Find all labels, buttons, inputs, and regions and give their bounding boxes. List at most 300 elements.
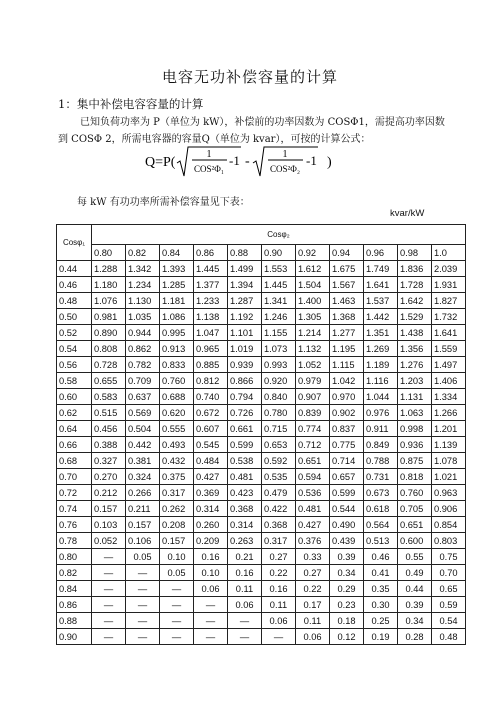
table-row — [57, 277, 466, 293]
table-cell: 0.270 — [92, 469, 126, 485]
table-cell: 0.913 — [160, 341, 194, 357]
row-cos1-cell: 0.86 — [57, 597, 92, 613]
term1-numerator: 1 — [206, 149, 212, 160]
table-cell: 0.979 — [296, 373, 330, 389]
column-header-cell: 0.82 — [126, 245, 160, 261]
table-cell: 0.06 — [262, 613, 296, 629]
table-cell: 1.341 — [262, 293, 296, 309]
table-cell: 0.368 — [262, 517, 296, 533]
table-cell: 1.567 — [330, 277, 364, 293]
table-cell: 1.287 — [228, 293, 262, 309]
column-header-cell: 0.88 — [228, 245, 262, 261]
table-cell: — — [194, 629, 228, 645]
table-cell: 0.484 — [194, 453, 228, 469]
table-cell: 0.513 — [364, 533, 398, 549]
table-cell: 0.515 — [92, 405, 126, 421]
table-cell: 0.837 — [330, 421, 364, 437]
table-cell: 0.833 — [160, 357, 194, 373]
table-row — [57, 357, 466, 373]
row-cos1-cell: 0.90 — [57, 629, 92, 645]
table-cell: 0.052 — [92, 533, 126, 549]
table-cell: 0.22 — [262, 565, 296, 581]
table-cell: 0.775 — [330, 437, 364, 453]
compensation-formula — [143, 141, 338, 181]
table-cell: 1.246 — [262, 309, 296, 325]
table-cell: 1.195 — [330, 341, 364, 357]
intro-paragraph-text: 已知负荷功率为 P（单位为 kW），补偿前的功率因数为 COSΦ1，需提高功率因数到 COSΦ 2，所需电容器的容量Q（单位为 kvar），可按的计算公式： — [58, 117, 445, 145]
section-heading: 1：集中补偿电容容量的计算 — [58, 97, 204, 111]
table-cell: 1.266 — [432, 405, 466, 421]
row-cos1-cell: 0.78 — [57, 533, 92, 549]
table-cell: 0.41 — [364, 565, 398, 581]
table-cell: 1.181 — [160, 293, 194, 309]
table-cell: 0.44 — [398, 581, 432, 597]
table-cell: 0.544 — [330, 501, 364, 517]
table-cell: 0.208 — [160, 517, 194, 533]
table-cell: 0.774 — [296, 421, 330, 437]
table-cell: 1.073 — [262, 341, 296, 357]
table-cell: 0.885 — [194, 357, 228, 373]
table-cell: 0.714 — [330, 453, 364, 469]
row-cos1-cell: 0.72 — [57, 485, 92, 501]
table-cell: 0.911 — [364, 421, 398, 437]
table-cell: 1.269 — [364, 341, 398, 357]
table-cell: 1.130 — [126, 293, 160, 309]
table-cell: 0.726 — [228, 405, 262, 421]
row-cos1-cell: 0.74 — [57, 501, 92, 517]
table-cell: 1.377 — [194, 277, 228, 293]
column-header-cell: 0.94 — [330, 245, 364, 261]
table-cell: 0.672 — [194, 405, 228, 421]
table-cell: 1.131 — [398, 389, 432, 405]
table-cell: 1.101 — [228, 325, 262, 341]
table-cell: 0.266 — [126, 485, 160, 501]
table-row — [57, 533, 466, 549]
table-cell: 0.11 — [228, 581, 262, 597]
table-cell: 1.285 — [160, 277, 194, 293]
table-cell: 0.262 — [160, 501, 194, 517]
column-header-cell: 0.86 — [194, 245, 228, 261]
table-cell: 0.17 — [296, 597, 330, 613]
table-cell: 0.49 — [398, 565, 432, 581]
table-cell: 0.970 — [330, 389, 364, 405]
table-cell: 1.497 — [432, 357, 466, 373]
table-cell: 1.836 — [398, 261, 432, 277]
table-cell: 0.16 — [194, 549, 228, 565]
table-cell: 1.499 — [228, 261, 262, 277]
row-cos1-cell: 0.60 — [57, 389, 92, 405]
table-cell: 0.803 — [432, 533, 466, 549]
table-cell: — — [92, 581, 126, 597]
table-row — [57, 405, 466, 421]
table-cell: 1.351 — [364, 325, 398, 341]
table-cell: 0.620 — [160, 405, 194, 421]
table-cell: 1.559 — [432, 341, 466, 357]
table-cell: 1.063 — [398, 405, 432, 421]
column-values-row — [57, 245, 466, 261]
table-cell: 1.393 — [160, 261, 194, 277]
table-cell: 0.106 — [126, 533, 160, 549]
table-header-row — [57, 225, 466, 245]
table-cell: 1.827 — [432, 293, 466, 309]
row-cos1-cell: 0.52 — [57, 325, 92, 341]
table-row — [57, 325, 466, 341]
table-cell: — — [126, 565, 160, 581]
table-cell: 0.327 — [92, 453, 126, 469]
table-row — [57, 501, 466, 517]
table-cell: 0.317 — [262, 533, 296, 549]
table-cell: 0.11 — [262, 597, 296, 613]
row-cos1-cell: 0.80 — [57, 549, 92, 565]
table-cell: — — [160, 613, 194, 629]
table-cell: 0.48 — [432, 629, 466, 645]
compensation-table — [56, 224, 466, 645]
table-cell: 0.651 — [296, 453, 330, 469]
table-cell: 0.39 — [398, 597, 432, 613]
table-cell: — — [160, 629, 194, 645]
table-cell: 1.305 — [296, 309, 330, 325]
table-cell: 1.732 — [432, 309, 466, 325]
table-cell: 0.564 — [364, 517, 398, 533]
table-cell: 0.260 — [194, 517, 228, 533]
table-cell: — — [160, 581, 194, 597]
formula-minus-one-2: -1 — [306, 153, 317, 168]
table-cell: 0.314 — [194, 501, 228, 517]
column-header-cell: 0.96 — [364, 245, 398, 261]
table-row — [57, 517, 466, 533]
table-cell: 0.12 — [330, 629, 364, 645]
table-cell: 0.28 — [398, 629, 432, 645]
table-cell: 0.456 — [92, 421, 126, 437]
table-cell: 1.086 — [160, 309, 194, 325]
table-cell: 0.862 — [126, 341, 160, 357]
table-cell: 0.782 — [126, 357, 160, 373]
table-cell: 0.11 — [296, 613, 330, 629]
table-cell: 0.535 — [262, 469, 296, 485]
table-cell: 1.078 — [432, 453, 466, 469]
table-cell: 0.39 — [330, 549, 364, 565]
table-row — [57, 581, 466, 597]
table-cell: 0.600 — [398, 533, 432, 549]
table-cell: 0.369 — [194, 485, 228, 501]
row-cos1-cell: 0.62 — [57, 405, 92, 421]
table-cell: 1.180 — [92, 277, 126, 293]
table-row — [57, 309, 466, 325]
table-cell: 0.427 — [194, 469, 228, 485]
table-cell: 0.381 — [126, 453, 160, 469]
table-row — [57, 453, 466, 469]
table-cell: — — [194, 613, 228, 629]
table-cell: 0.06 — [228, 597, 262, 613]
table-cell: — — [92, 549, 126, 565]
table-cell: 2.039 — [432, 261, 466, 277]
table-cell: 0.712 — [296, 437, 330, 453]
table-cell: 0.731 — [364, 469, 398, 485]
table-cell: — — [92, 629, 126, 645]
table-cell: 0.317 — [160, 485, 194, 501]
table-cell: 1.675 — [330, 261, 364, 277]
row-cos1-cell: 0.82 — [57, 565, 92, 581]
row-cos1-cell: 0.66 — [57, 437, 92, 453]
formula-lhs: Q=P( — [145, 155, 176, 170]
table-cell: 1.641 — [432, 325, 466, 341]
table-cell: 1.115 — [330, 357, 364, 373]
row-cos1-cell: 0.64 — [57, 421, 92, 437]
table-cell: 0.55 — [398, 549, 432, 565]
table-cell: 0.10 — [160, 549, 194, 565]
table-cell: 1.277 — [330, 325, 364, 341]
unit-label: kvar/kW — [390, 208, 425, 219]
table-cell: 1.642 — [398, 293, 432, 309]
table-cell: 0.103 — [92, 517, 126, 533]
table-cell: 0.995 — [160, 325, 194, 341]
table-cell: 0.688 — [160, 389, 194, 405]
table-cell: 0.599 — [228, 437, 262, 453]
table-cell: 1.504 — [296, 277, 330, 293]
table-cell: — — [160, 597, 194, 613]
term2-denominator: COS²Φ₂ — [270, 164, 300, 174]
table-row — [57, 469, 466, 485]
table-cell: 0.388 — [92, 437, 126, 453]
table-cell: 0.936 — [398, 437, 432, 453]
table-cell: 0.375 — [160, 469, 194, 485]
table-cell: 1.728 — [398, 277, 432, 293]
table-row — [57, 421, 466, 437]
table-cell: 0.427 — [296, 517, 330, 533]
row-cos1-cell: 0.50 — [57, 309, 92, 325]
table-cell: 0.10 — [194, 565, 228, 581]
table-cell: 0.368 — [228, 501, 262, 517]
table-cell: 0.30 — [364, 597, 398, 613]
table-cell: 1.529 — [398, 309, 432, 325]
table-cell: — — [126, 581, 160, 597]
table-cell: 0.493 — [160, 437, 194, 453]
table-cell: 1.132 — [296, 341, 330, 357]
table-cell: 0.18 — [330, 613, 364, 629]
table-cell: 0.944 — [126, 325, 160, 341]
table-cell: 0.788 — [364, 453, 398, 469]
table-cell: 0.651 — [398, 517, 432, 533]
table-cell: 1.201 — [432, 421, 466, 437]
table-row — [57, 437, 466, 453]
column-header-cell: 0.84 — [160, 245, 194, 261]
table-row — [57, 629, 466, 645]
table-cell: 0.442 — [126, 437, 160, 453]
column-header-cell: 0.80 — [92, 245, 126, 261]
table-cell: 0.25 — [364, 613, 398, 629]
table-cell: 0.324 — [126, 469, 160, 485]
table-cell: 0.157 — [160, 533, 194, 549]
column-header-cell: 0.98 — [398, 245, 432, 261]
table-cell: 1.155 — [262, 325, 296, 341]
table-cell: — — [262, 629, 296, 645]
table-cell: 0.607 — [194, 421, 228, 437]
table-cell: 0.29 — [330, 581, 364, 597]
formula-minus-mid: - — [245, 154, 250, 169]
table-cell: 0.760 — [160, 373, 194, 389]
table-cell: 1.288 — [92, 261, 126, 277]
table-cell: 0.569 — [126, 405, 160, 421]
table-cell: 0.504 — [126, 421, 160, 437]
table-cell: 0.840 — [262, 389, 296, 405]
table-cell: 0.555 — [160, 421, 194, 437]
table-cell: 1.749 — [364, 261, 398, 277]
table-cell: 0.211 — [126, 501, 160, 517]
table-row — [57, 597, 466, 613]
table-cell: 0.27 — [262, 549, 296, 565]
table-cell: 0.23 — [330, 597, 364, 613]
table-cell: — — [228, 613, 262, 629]
table-cell: 1.276 — [398, 357, 432, 373]
table-cell: 0.481 — [228, 469, 262, 485]
table-cell: 0.545 — [194, 437, 228, 453]
col-header-cos2: Cosφ₂ — [92, 225, 466, 245]
table-row — [57, 613, 466, 629]
table-cell: 0.46 — [364, 549, 398, 565]
table-cell: 1.192 — [228, 309, 262, 325]
table-cell: 0.760 — [398, 485, 432, 501]
table-row — [57, 293, 466, 309]
table-cell: 0.05 — [126, 549, 160, 565]
table-cell: 0.481 — [296, 501, 330, 517]
table-cell: 0.906 — [432, 501, 466, 517]
table-cell: 0.661 — [228, 421, 262, 437]
table-cell: 0.728 — [92, 357, 126, 373]
column-header-cell: 0.92 — [296, 245, 330, 261]
table-cell: 0.655 — [92, 373, 126, 389]
table-cell: 0.33 — [296, 549, 330, 565]
table-cell: 0.818 — [398, 469, 432, 485]
table-cell: 1.042 — [330, 373, 364, 389]
column-header-cell: 1.0 — [432, 245, 466, 261]
table-cell: 0.70 — [432, 565, 466, 581]
table-cell: 0.907 — [296, 389, 330, 405]
table-cell: 0.35 — [364, 581, 398, 597]
table-cell: 0.993 — [262, 357, 296, 373]
table-cell: 0.16 — [228, 565, 262, 581]
table-cell: 0.963 — [432, 485, 466, 501]
table-row — [57, 485, 466, 501]
table-cell: 0.849 — [364, 437, 398, 453]
table-cell: 0.34 — [330, 565, 364, 581]
table-cell: 1.553 — [262, 261, 296, 277]
table-cell: 0.75 — [432, 549, 466, 565]
table-row — [57, 261, 466, 277]
row-cos1-cell: 0.70 — [57, 469, 92, 485]
row-cos1-cell: 0.68 — [57, 453, 92, 469]
table-cell: 1.203 — [398, 373, 432, 389]
table-cell: — — [126, 629, 160, 645]
table-cell: — — [92, 613, 126, 629]
table-cell: 0.59 — [432, 597, 466, 613]
table-cell: 1.052 — [296, 357, 330, 373]
table-row — [57, 565, 466, 581]
formula-minus-one-1: -1 — [229, 153, 240, 168]
table-cell: 0.157 — [126, 517, 160, 533]
table-row — [57, 389, 466, 405]
table-cell: 1.214 — [296, 325, 330, 341]
table-cell: 1.019 — [228, 341, 262, 357]
row-header-cos1: Cosφ₁ — [57, 225, 92, 261]
table-cell: 1.612 — [296, 261, 330, 277]
table-cell: 0.981 — [92, 309, 126, 325]
table-cell: — — [194, 597, 228, 613]
table-cell: 1.076 — [92, 293, 126, 309]
table-cell: 1.442 — [364, 309, 398, 325]
row-cos1-cell: 0.48 — [57, 293, 92, 309]
table-cell: 1.138 — [194, 309, 228, 325]
table-cell: 0.538 — [228, 453, 262, 469]
table-row — [57, 549, 466, 565]
table-cell: 1.233 — [194, 293, 228, 309]
table-cell: 0.794 — [228, 389, 262, 405]
table-cell: 0.965 — [194, 341, 228, 357]
table-cell: 0.536 — [296, 485, 330, 501]
table-cell: 0.06 — [194, 581, 228, 597]
table-cell: 1.394 — [228, 277, 262, 293]
table-cell: 0.839 — [296, 405, 330, 421]
table-cell: 0.22 — [296, 581, 330, 597]
table-cell: 0.21 — [228, 549, 262, 565]
document-title: 电容无功补偿容量的计算 — [161, 68, 338, 86]
row-cos1-cell: 0.58 — [57, 373, 92, 389]
table-cell: 0.780 — [262, 405, 296, 421]
table-cell: 1.189 — [364, 357, 398, 373]
table-cell: 1.021 — [432, 469, 466, 485]
table-cell: 0.16 — [262, 581, 296, 597]
table-cell: 0.212 — [92, 485, 126, 501]
table-cell: 0.479 — [262, 485, 296, 501]
table-cell: 0.423 — [228, 485, 262, 501]
row-cos1-cell: 0.44 — [57, 261, 92, 277]
table-cell: — — [228, 629, 262, 645]
table-cell: 0.432 — [160, 453, 194, 469]
table-cell: 1.044 — [364, 389, 398, 405]
table-cell: — — [92, 565, 126, 581]
table-cell: 1.334 — [432, 389, 466, 405]
table-cell: 0.854 — [432, 517, 466, 533]
table-cell: 1.342 — [126, 261, 160, 277]
row-cos1-cell: 0.56 — [57, 357, 92, 373]
table-cell: 0.653 — [262, 437, 296, 453]
table-cell: 0.875 — [398, 453, 432, 469]
table-cell: 0.939 — [228, 357, 262, 373]
table-cell: 0.209 — [194, 533, 228, 549]
row-cos1-cell: 0.54 — [57, 341, 92, 357]
table-cell: 0.54 — [432, 613, 466, 629]
table-cell: 0.998 — [398, 421, 432, 437]
table-cell: 1.368 — [330, 309, 364, 325]
table-row — [57, 373, 466, 389]
table-cell: 1.537 — [364, 293, 398, 309]
table-cell: 0.976 — [364, 405, 398, 421]
table-cell: 0.673 — [364, 485, 398, 501]
table-cell: 0.490 — [330, 517, 364, 533]
table-cell: 0.422 — [262, 501, 296, 517]
table-cell: 0.06 — [296, 629, 330, 645]
table-cell: 0.920 — [262, 373, 296, 389]
table-cell: 0.157 — [92, 501, 126, 517]
table-cell: 0.618 — [364, 501, 398, 517]
table-cell: 1.400 — [296, 293, 330, 309]
table-cell: 1.406 — [432, 373, 466, 389]
table-cell: 1.035 — [126, 309, 160, 325]
table-cell: 1.438 — [398, 325, 432, 341]
table-cell: 0.812 — [194, 373, 228, 389]
row-cos1-cell: 0.76 — [57, 517, 92, 533]
table-cell: 0.65 — [432, 581, 466, 597]
table-cell: — — [126, 597, 160, 613]
